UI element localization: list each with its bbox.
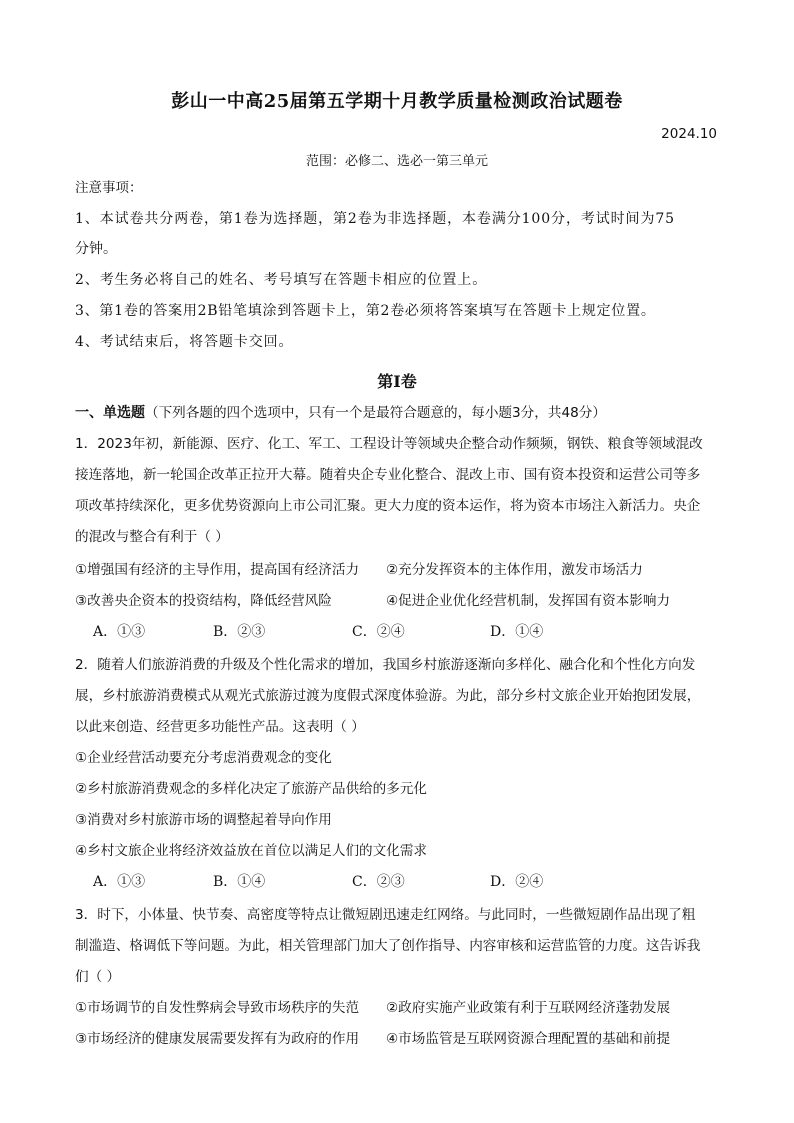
q1-stem-line-4: 的混改与整合有利于（ ）: [75, 529, 229, 545]
q1-option-c: C．②④: [352, 624, 405, 640]
q2-statement-1: ①企业经营活动要充分考虑消费观念的变化: [75, 750, 332, 766]
q1-stem-line-1: 1．2023年初，新能源、医疗、化工、军工、工程设计等领域央企整合动作频频，钢铁、粮食等领域混改: [75, 436, 703, 452]
exam-title: 彭山一中高25届第五学期十月教学质量检测政治试题卷: [171, 91, 623, 112]
q1-option-d: D．①④: [490, 624, 544, 640]
exam-date: 2024.10: [661, 126, 717, 142]
q1-statement-4: ④促进企业优化经营机制，发挥国有资本影响力: [386, 593, 671, 609]
q2-option-c: C．②③: [352, 874, 405, 890]
q3-statement-2: ②政府实施产业政策有利于互联网经济蓬勃发展: [386, 1000, 671, 1016]
q2-option-b: B．①④: [213, 874, 266, 890]
notice-item-2: 2、考生务必将自己的姓名、考号填写在答题卡相应的位置上。: [75, 272, 488, 288]
q1-statement-3: ③改善央企资本的投资结构，降低经营风险: [75, 593, 332, 609]
q3-statement-1: ①市场调节的自发性弊病会导致市场秩序的失范: [75, 1000, 360, 1016]
q2-stem-line-3: 以此来创造、经营更多功能性产品。这表明（ ）: [75, 719, 365, 735]
q2-option-a: A．①③: [93, 874, 146, 890]
notice-heading: 注意事项：: [75, 180, 143, 196]
notice-item-3: 3、第1卷的答案用2B铅笔填涂到答题卡上，第2卷必须将答案填写在答题卡上规定位置。: [75, 303, 656, 319]
notice-item-1: 1、本试卷共分两卷，第1卷为选择题，第2卷为非选择题，本卷满分100分，考试时间为75: [75, 211, 675, 227]
notice-item-4: 4、考试结束后，将答题卡交回。: [75, 334, 294, 350]
q2-option-d: D．②④: [490, 874, 544, 890]
q2-stem-line-1: 2．随着人们旅游消费的升级及个性化需求的增加，我国乡村旅游逐渐向多样化、融合化和个性化方向发: [75, 657, 696, 673]
exam-scope: 范围：必修二、选必一第三单元: [305, 154, 488, 169]
section-rule: （下列各题的四个选项中，只有一个是最符合题意的，每小题3分，共48分）: [145, 405, 606, 421]
notice-item-1-cont: 分钟。: [75, 241, 117, 257]
q1-option-b: B．②③: [213, 624, 266, 640]
volume-title: 第Ⅰ卷: [377, 372, 417, 391]
q3-statement-4: ④市场监管是互联网资源合理配置的基础和前提: [386, 1031, 671, 1047]
q3-statement-3: ③市场经济的健康发展需要发挥有为政府的作用: [75, 1031, 360, 1047]
q2-statement-2: ②乡村旅游消费观念的多样化决定了旅游产品供给的多元化: [75, 781, 428, 797]
q1-stem-line-2: 接连落地，新一轮国企改革正拉开大幕。随着央企专业化整合、混改上市、国有资本投资和运营公司等多: [75, 467, 701, 483]
q2-statement-3: ③消费对乡村旅游市场的调整起着导向作用: [75, 812, 332, 828]
q2-stem-line-2: 展，乡村旅游消费模式从观光式旅游过渡为度假式深度体验游。为此，部分乡村文旅企业开始抱团发展，: [75, 688, 701, 704]
section-label: 一、单选题: [75, 405, 145, 421]
q2-statement-4: ④乡村文旅企业将经济效益放在首位以满足人们的文化需求: [75, 843, 428, 859]
q1-statement-2: ②充分发挥资本的主体作用，激发市场活力: [386, 562, 643, 578]
q3-stem-line-3: 们（ ）: [75, 969, 121, 985]
q3-stem-line-1: 3．时下，小体量、快节奏、高密度等特点让微短剧迅速走红网络。与此同时，一些微短剧作品出现了粗: [75, 907, 696, 923]
q1-statement-1: ①增强国有经济的主导作用，提高国有经济活力: [75, 562, 360, 578]
q1-stem-line-3: 项改革持续深化，更多优势资源向上市公司汇聚。更大力度的资本运作，将为资本市场注入新活力。央企: [75, 498, 701, 514]
q3-stem-line-2: 制滥造、格调低下等问题。为此，相关管理部门加大了创作指导、内容审核和运营监管的力度。这告诉我: [75, 938, 701, 954]
section-heading: [75, 404, 606, 422]
q1-option-a: A．①③: [93, 624, 146, 640]
